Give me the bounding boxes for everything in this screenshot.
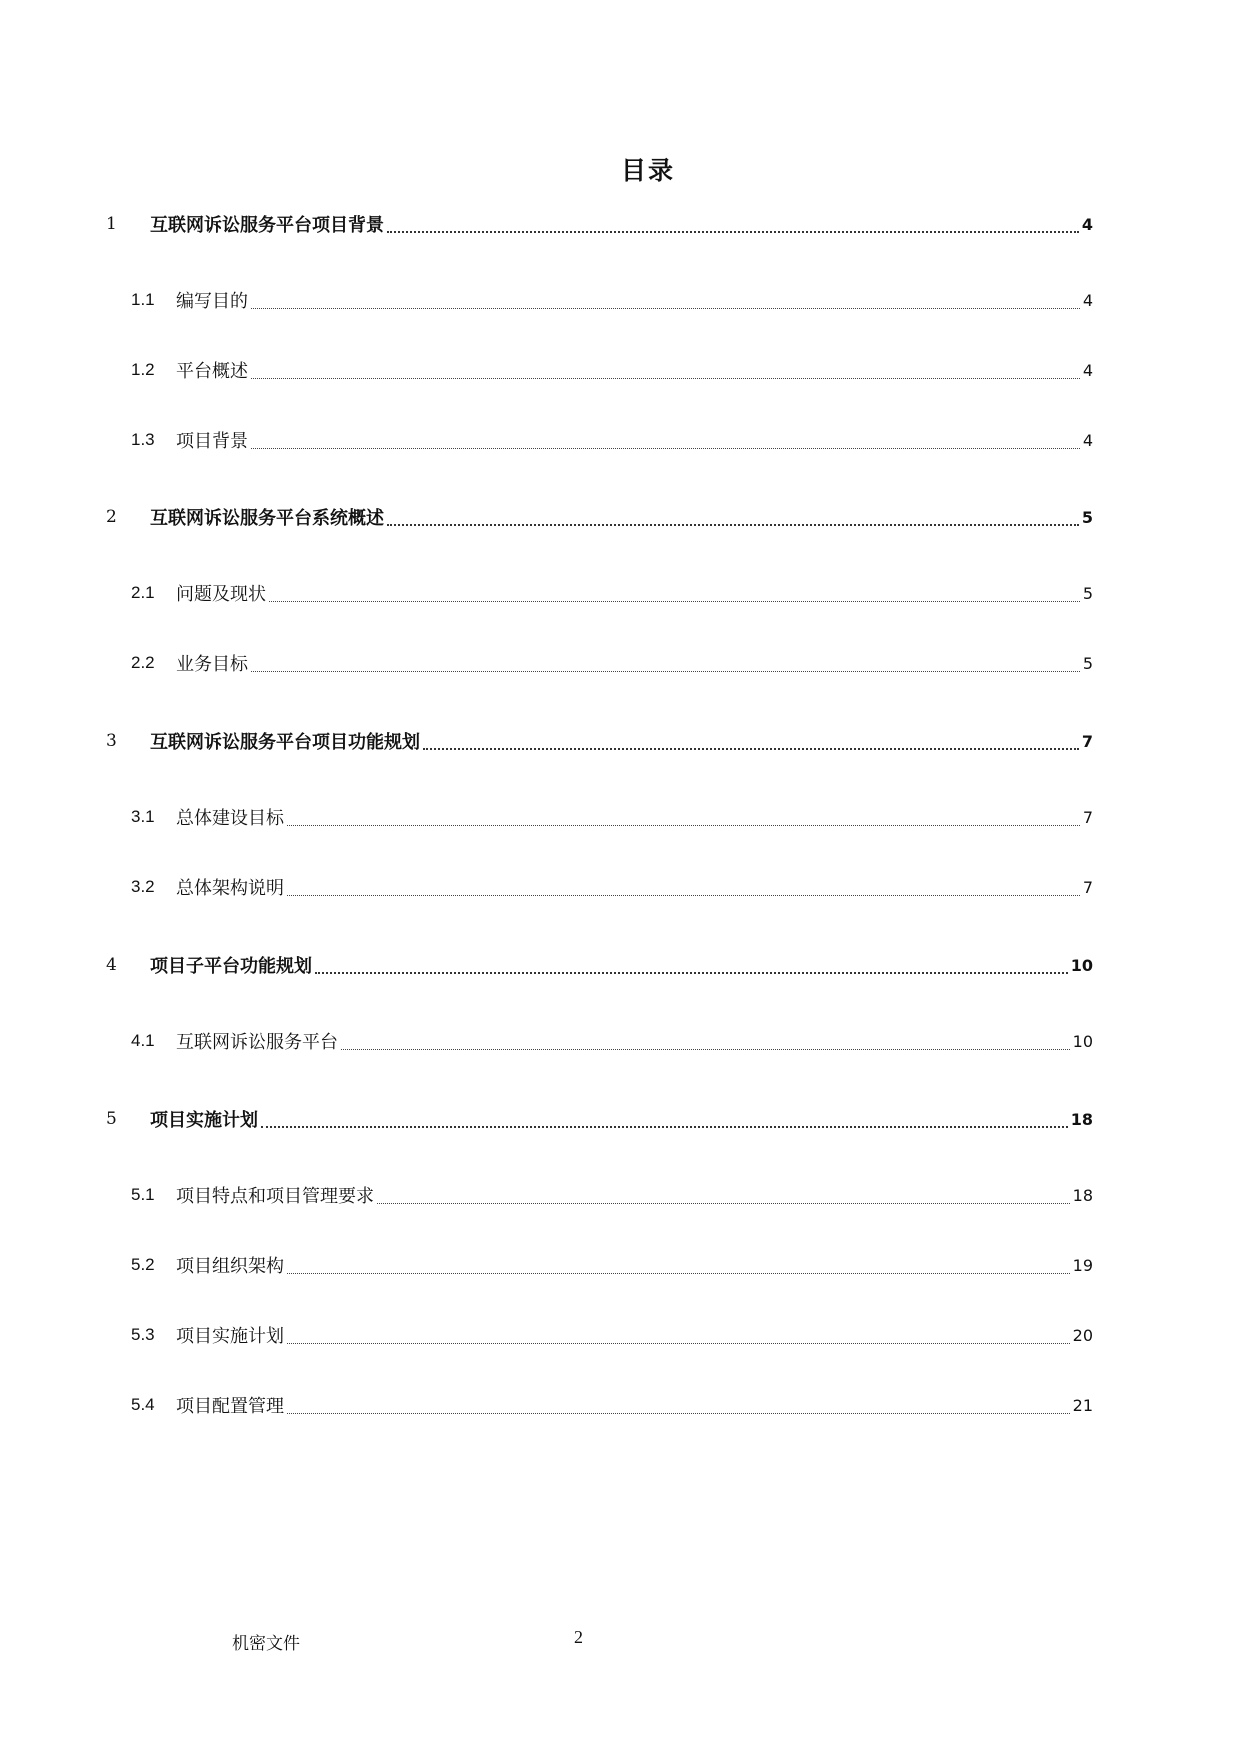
toc-section-entry[interactable] [0,576,1240,610]
footer-page-number: 2 [574,1627,583,1647]
toc-entry-page: 4 [1082,290,1093,310]
toc-entry-number: 1.1 [131,290,155,309]
toc-entry-page: 7 [1082,877,1093,897]
toc-section-entry[interactable] [0,800,1240,834]
toc-section-entry[interactable] [0,423,1240,457]
toc-entry-title: 互联网诉讼服务平台系统概述 [150,508,384,529]
toc-dot-leader [269,601,1080,602]
toc-section-entry[interactable] [0,870,1240,904]
toc-section-entry[interactable] [0,1248,1240,1282]
toc-entry-body [176,1178,1093,1212]
toc-dot-leader [287,1413,1070,1414]
toc-entry-page: 19 [1072,1255,1093,1275]
toc-entry-page: 5 [1081,507,1093,527]
toc-entry-number: 5.3 [131,1325,155,1344]
toc-entry-number: 1 [106,214,117,234]
toc-entry-page: 18 [1070,1109,1093,1129]
toc-entry-page: 10 [1070,955,1093,975]
toc-entry-body [150,207,1093,241]
toc-entry-title: 总体架构说明 [176,878,284,899]
toc-entry-body [176,870,1093,904]
toc-section-entry[interactable] [0,1388,1240,1422]
toc-entry-number: 5.1 [131,1185,155,1204]
toc-entry-body [176,576,1093,610]
toc-entry-page: 4 [1081,214,1093,234]
toc-entry-page: 4 [1082,430,1093,450]
toc-section-entry[interactable] [0,283,1240,317]
toc-entry-title: 业务目标 [176,654,248,675]
toc-entry-title: 总体建设目标 [176,808,284,829]
toc-entry-title: 互联网诉讼服务平台项目功能规划 [150,732,420,753]
toc-dot-leader [377,1203,1070,1204]
toc-entry-body [176,646,1093,680]
toc-entry-page: 10 [1072,1031,1093,1051]
toc-section-entry[interactable] [0,353,1240,387]
toc-entry-title: 项目实施计划 [150,1110,258,1131]
footer-confidential-label: 机密文件 [232,1634,300,1654]
toc-entry-body [176,283,1093,317]
toc-entry-title: 问题及现状 [176,584,266,605]
toc-entry-number: 1.2 [131,360,155,379]
toc-entry-page: 5 [1082,653,1093,673]
toc-chapter-entry[interactable] [0,724,1240,758]
toc-entry-number: 4 [106,955,117,975]
toc-dot-leader [251,378,1080,379]
toc-entry-number: 3 [106,731,117,751]
toc-entry-title: 项目特点和项目管理要求 [176,1186,374,1207]
toc-entry-page: 4 [1082,360,1093,380]
toc-dot-leader [341,1049,1070,1050]
toc-entry-title: 互联网诉讼服务平台项目背景 [150,215,384,236]
toc-chapter-entry[interactable] [0,1102,1240,1136]
toc-dot-leader [387,231,1079,233]
toc-entry-number: 2.1 [131,583,155,602]
toc-entry-page: 7 [1082,807,1093,827]
toc-chapter-entry[interactable] [0,948,1240,982]
toc-entry-page: 20 [1072,1325,1093,1345]
toc-entry-title: 项目组织架构 [176,1256,284,1277]
toc-section-entry[interactable] [0,1318,1240,1352]
toc-entry-body [150,500,1093,534]
toc-entry-body [150,948,1093,982]
toc-entry-number: 1.3 [131,430,155,449]
toc-chapter-entry[interactable] [0,500,1240,534]
toc-entry-title: 编写目的 [176,291,248,312]
toc-dot-leader [251,448,1080,449]
toc-entry-page: 5 [1082,583,1093,603]
toc-dot-leader [251,671,1080,672]
toc-entry-page: 7 [1081,731,1093,751]
toc-dot-leader [315,972,1068,974]
toc-entry-number: 5.4 [131,1395,155,1414]
toc-entry-title: 互联网诉讼服务平台 [176,1032,338,1053]
toc-entry-title: 平台概述 [176,361,248,382]
toc-entry-number: 5 [106,1109,117,1129]
toc-entry-title: 项目实施计划 [176,1326,284,1347]
toc-dot-leader [251,308,1080,309]
toc-dot-leader [287,1343,1070,1344]
toc-dot-leader [423,748,1079,750]
toc-entry-body [176,353,1093,387]
toc-entry-body [150,724,1093,758]
toc-dot-leader [387,524,1079,526]
toc-entry-page: 21 [1072,1395,1093,1415]
toc-dot-leader [287,1273,1070,1274]
toc-entry-body [150,1102,1093,1136]
toc-entry-body [176,1388,1093,1422]
toc-entry-title: 项目背景 [176,431,248,452]
toc-entry-number: 2.2 [131,653,155,672]
toc-entry-body [176,1318,1093,1352]
toc-section-entry[interactable] [0,646,1240,680]
toc-title: 目录 [620,156,675,185]
toc-dot-leader [261,1126,1068,1128]
toc-entry-title: 项目配置管理 [176,1396,284,1417]
toc-entry-body [176,423,1093,457]
toc-entry-page: 18 [1072,1185,1093,1205]
toc-entry-body [176,1024,1093,1058]
toc-entry-number: 3.2 [131,877,155,896]
toc-entry-number: 2 [106,507,117,527]
toc-entry-number: 4.1 [131,1031,155,1050]
toc-entry-body [176,800,1093,834]
toc-entry-number: 5.2 [131,1255,155,1274]
toc-entry-number: 3.1 [131,807,155,826]
toc-chapter-entry[interactable] [0,207,1240,241]
toc-section-entry[interactable] [0,1024,1240,1058]
toc-entry-body [176,1248,1093,1282]
toc-dot-leader [287,895,1080,896]
toc-entry-title: 项目子平台功能规划 [150,956,312,977]
toc-dot-leader [287,825,1080,826]
toc-section-entry[interactable] [0,1178,1240,1212]
